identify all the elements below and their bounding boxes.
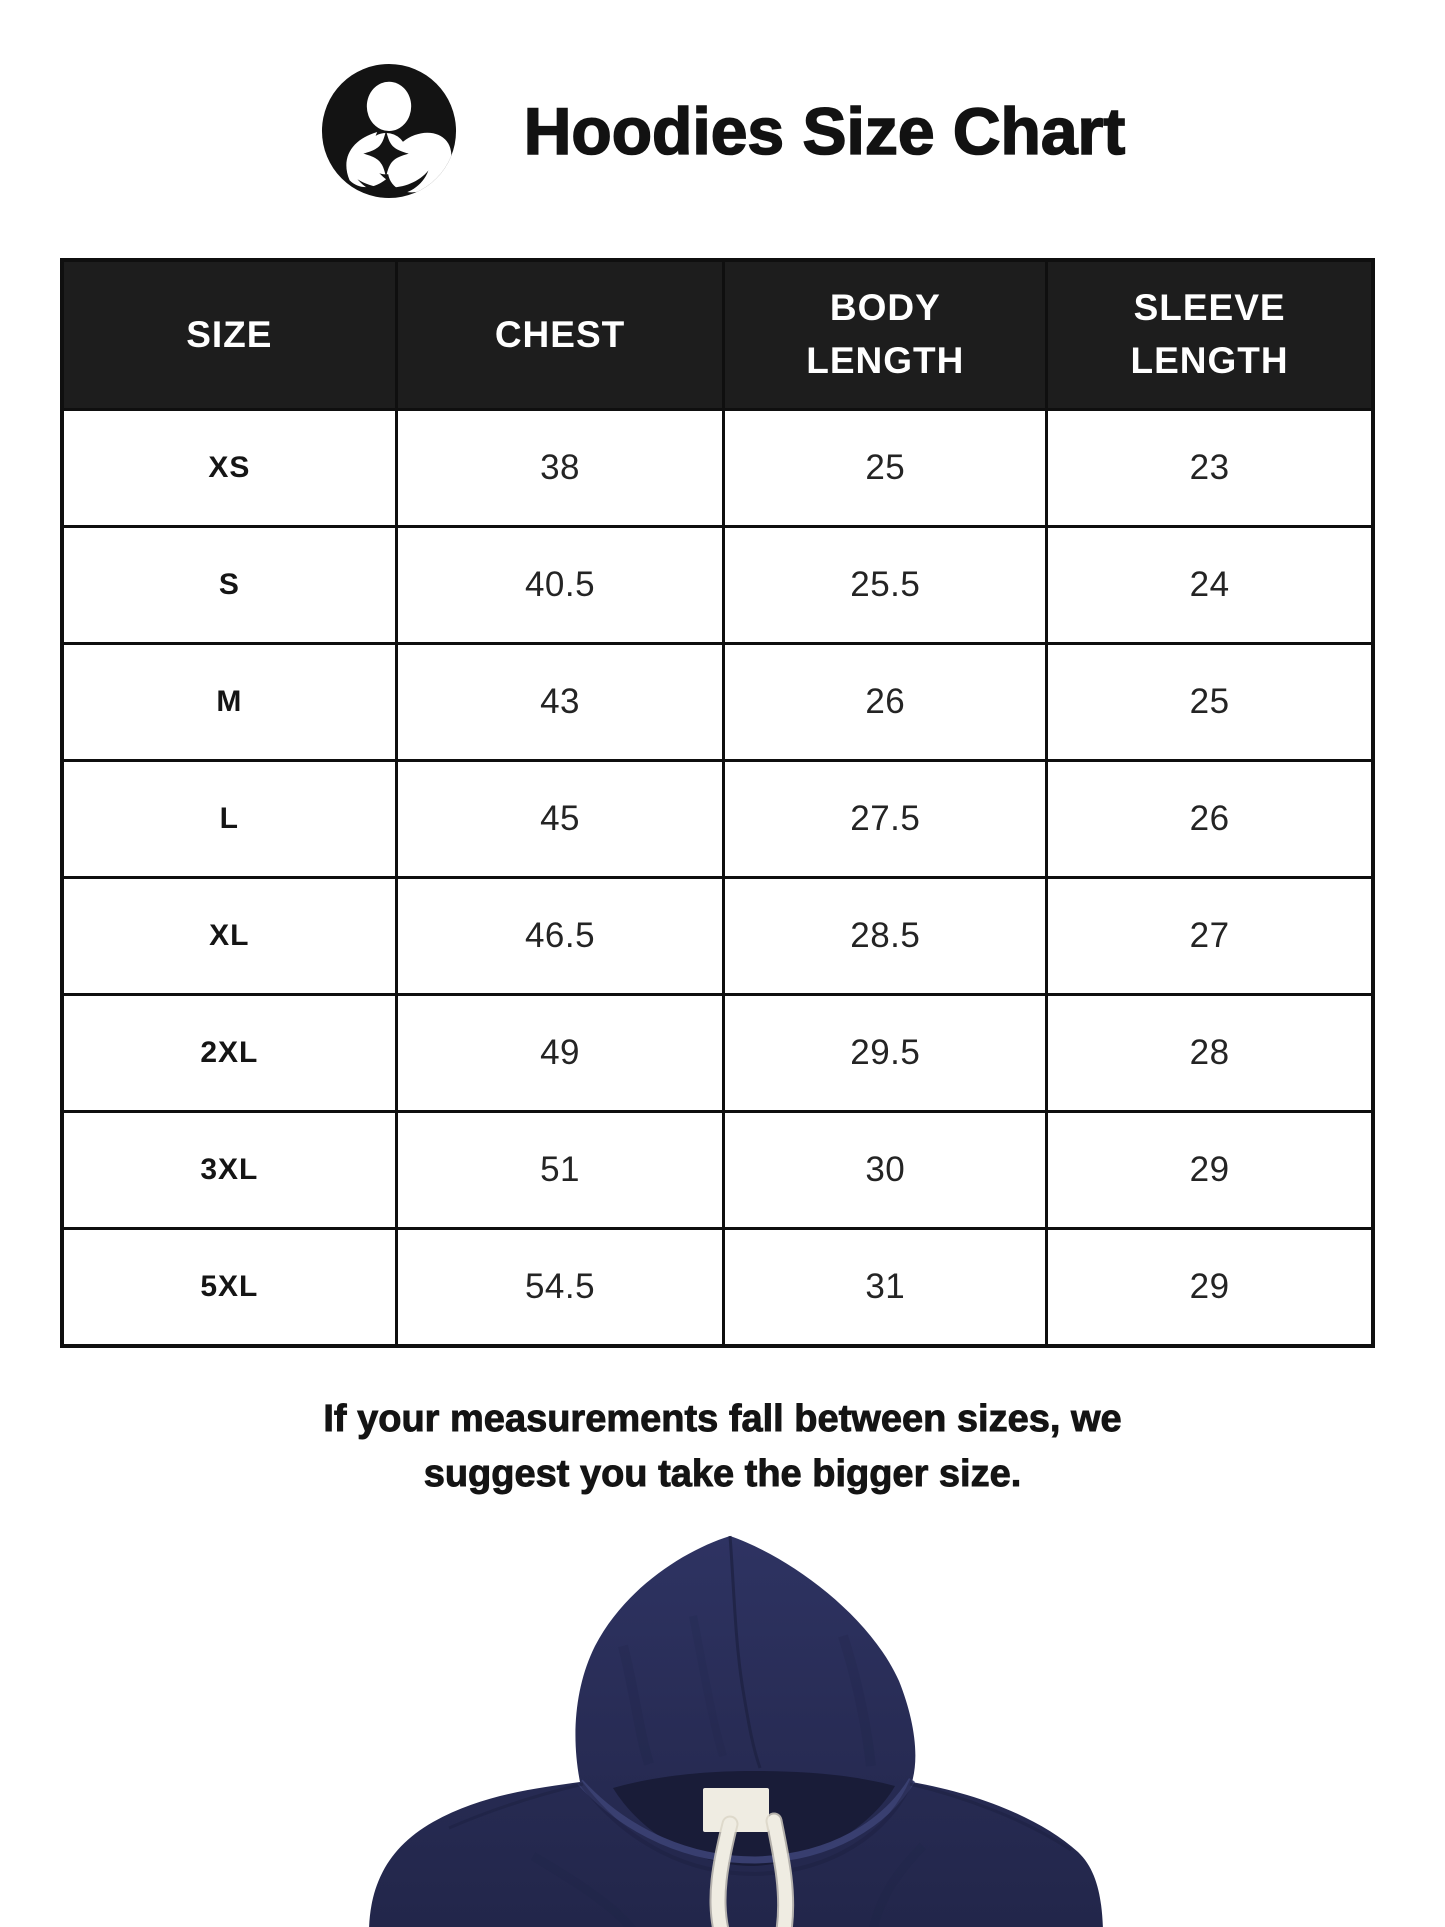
sleeve-length-cell: 27: [1048, 879, 1371, 993]
body-length-cell: 29.5: [725, 996, 1045, 1110]
hoodie-body: [369, 1536, 1103, 1927]
navy-hoodie-illustration: [283, 1526, 1163, 1927]
size-cell: L: [64, 762, 395, 876]
sleeve-length-cell: 28: [1048, 996, 1371, 1110]
size-table: [60, 258, 1375, 1348]
chest-cell: 45: [398, 762, 723, 876]
header: [0, 56, 1445, 206]
body-length-cell: 28.5: [725, 879, 1045, 993]
chest-cell: 40.5: [398, 528, 723, 642]
size-cell: XL: [64, 879, 395, 993]
body-length-cell: 30: [725, 1113, 1045, 1227]
sizing-note-line-1: If your measurements fall between sizes, we: [323, 1398, 1122, 1440]
sleeve-length-cell: 29: [1048, 1230, 1371, 1344]
sleeve-length-cell: 24: [1048, 528, 1371, 642]
header-cell-sleeve-length: SLEEVE LENGTH: [1048, 262, 1371, 408]
body-length-cell: 25: [725, 411, 1045, 525]
sizing-note-line-2: suggest you take the bigger size.: [423, 1453, 1022, 1496]
size-cell: 3XL: [64, 1113, 395, 1227]
sleeve-length-cell: 29: [1048, 1113, 1371, 1227]
size-cell: M: [64, 645, 395, 759]
chest-cell: 51: [398, 1113, 723, 1227]
body-length-cell: 31: [725, 1230, 1045, 1344]
chest-cell: 54.5: [398, 1230, 723, 1344]
header-cell-chest: CHEST: [398, 262, 723, 408]
hoodie-image: [0, 1526, 1445, 1927]
body-length-cell: 25.5: [725, 528, 1045, 642]
chest-cell: 38: [398, 411, 723, 525]
body-length-cell: 26: [725, 645, 1045, 759]
chest-cell: 43: [398, 645, 723, 759]
header-cell-body-length: BODY LENGTH: [725, 262, 1045, 408]
page-title: Hoodies Size Chart: [523, 94, 1126, 168]
chest-cell: 49: [398, 996, 723, 1110]
size-cell: XS: [64, 411, 395, 525]
size-cell: 2XL: [64, 996, 395, 1110]
chest-cell: 46.5: [398, 879, 723, 993]
brand-logo-icon: [320, 62, 458, 200]
sizing-note: [0, 1392, 1445, 1502]
size-cell: S: [64, 528, 395, 642]
body-length-cell: 27.5: [725, 762, 1045, 876]
size-cell: 5XL: [64, 1230, 395, 1344]
header-cell-size: SIZE: [64, 262, 395, 408]
sleeve-length-cell: 25: [1048, 645, 1371, 759]
sleeve-length-cell: 23: [1048, 411, 1371, 525]
sleeve-length-cell: 26: [1048, 762, 1371, 876]
